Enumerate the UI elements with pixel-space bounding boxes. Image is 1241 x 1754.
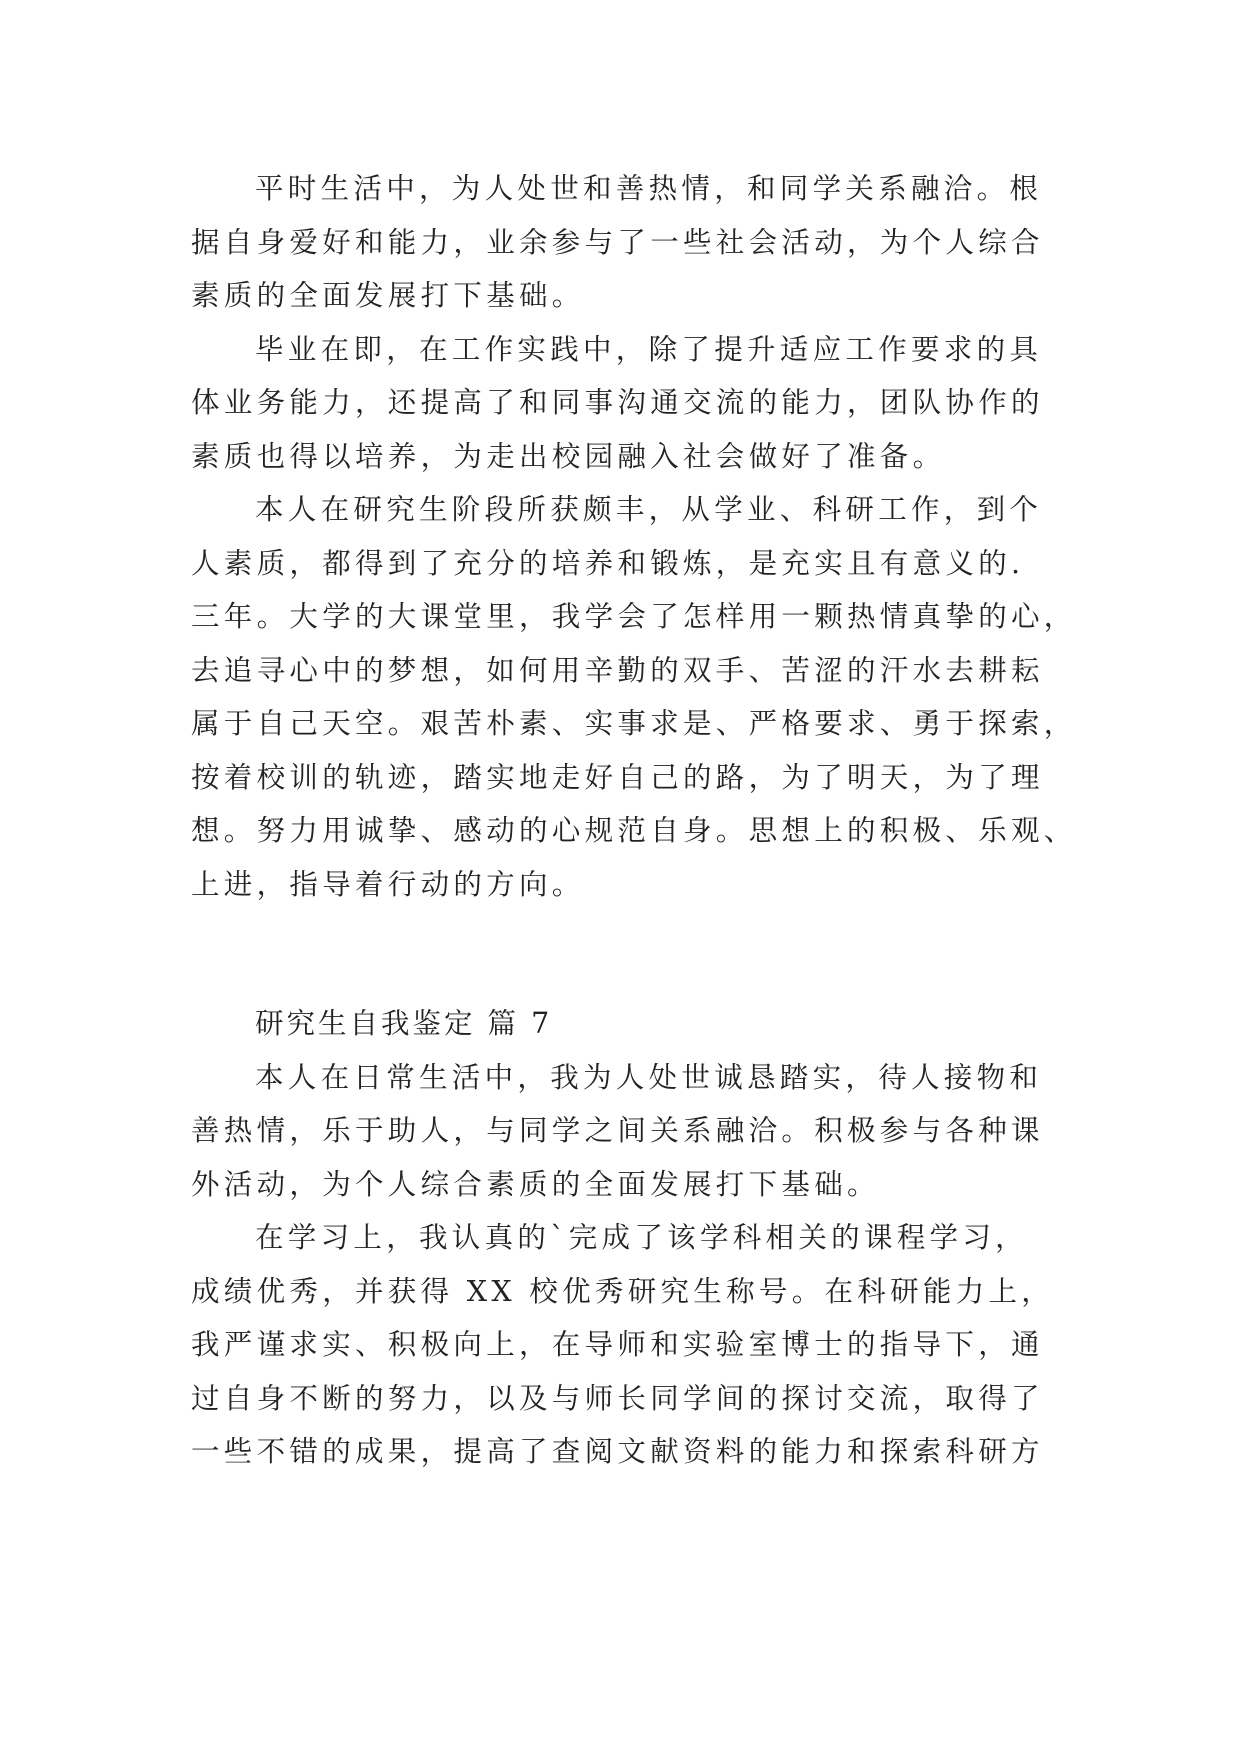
- text-line: 素质的全面发展打下基础。: [191, 279, 585, 312]
- text-line: 体业务能力，还提高了和同事沟通交流的能力，团队协作的: [191, 386, 1044, 419]
- text-line: 一些不错的成果，提高了查阅文献资料的能力和探索科研方: [191, 1435, 1044, 1468]
- text-line: 素质也得以培养，为走出校园融入社会做好了准备。: [191, 439, 946, 473]
- text-line: 去追寻心中的梦想，如何用辛勤的双手、苦涩的汗水去耕耘: [191, 653, 1044, 687]
- section-heading: 研究生自我鉴定 篇 7: [255, 1007, 553, 1040]
- text-line: 善热情，乐于助人，与同学之间关系融洽。积极参与各种课: [191, 1114, 1044, 1147]
- text-line: 据自身爱好和能力，业余参与了一些社会活动，为个人综合: [191, 225, 1044, 259]
- text-line: 毕业在即，在工作实践中，除了提升适应工作要求的具: [255, 332, 1043, 366]
- document-body: [191, 162, 1077, 1479]
- text-line: 想。努力用诚挚、感动的心规范自身。思想上的积极、乐观、: [191, 814, 1077, 847]
- paragraph: [191, 323, 1051, 484]
- text-line: 人素质，都得到了充分的培养和锻炼，是充实且有意义的.: [191, 546, 1025, 580]
- text-line: 三年。大学的大课堂里，我学会了怎样用一颗热情真挚的心，: [191, 600, 1077, 633]
- text-line: 成绩优秀，并获得 XX 校优秀研究生称号。在科研能力上，: [191, 1274, 1055, 1308]
- text-line: 属于自己天空。艰苦朴素、实事求是、严格要求、勇于探索，: [191, 707, 1077, 740]
- text-line: 在学习上，我认真的`完成了该学科相关的课程学习，: [255, 1221, 1028, 1254]
- paragraph: [191, 1211, 1055, 1479]
- text-line: 本人在研究生阶段所获颇丰，从学业、科研工作，到个: [255, 493, 1043, 526]
- text-line: 平时生活中，为人处世和善热情，和同学关系融洽。根: [255, 172, 1043, 205]
- paragraph: [191, 1051, 1051, 1212]
- text-line: 我严谨求实、积极向上，在导师和实验室博士的指导下，通: [191, 1328, 1044, 1361]
- text-line: 过自身不断的努力，以及与师长同学间的探讨交流，取得了: [191, 1381, 1044, 1415]
- paragraph: [191, 483, 1077, 911]
- text-line: 按着校训的轨迹，踏实地走好自己的路，为了明天，为了理: [191, 760, 1044, 794]
- paragraph: [191, 162, 1051, 323]
- section-spacer: [191, 911, 1051, 997]
- text-line: 上进，指导着行动的方向。: [191, 867, 585, 901]
- text-line: 本人在日常生活中，我为人处世诚恳踏实，待人接物和: [255, 1060, 1043, 1094]
- text-line: 外活动，为个人综合素质的全面发展打下基础。: [191, 1167, 880, 1201]
